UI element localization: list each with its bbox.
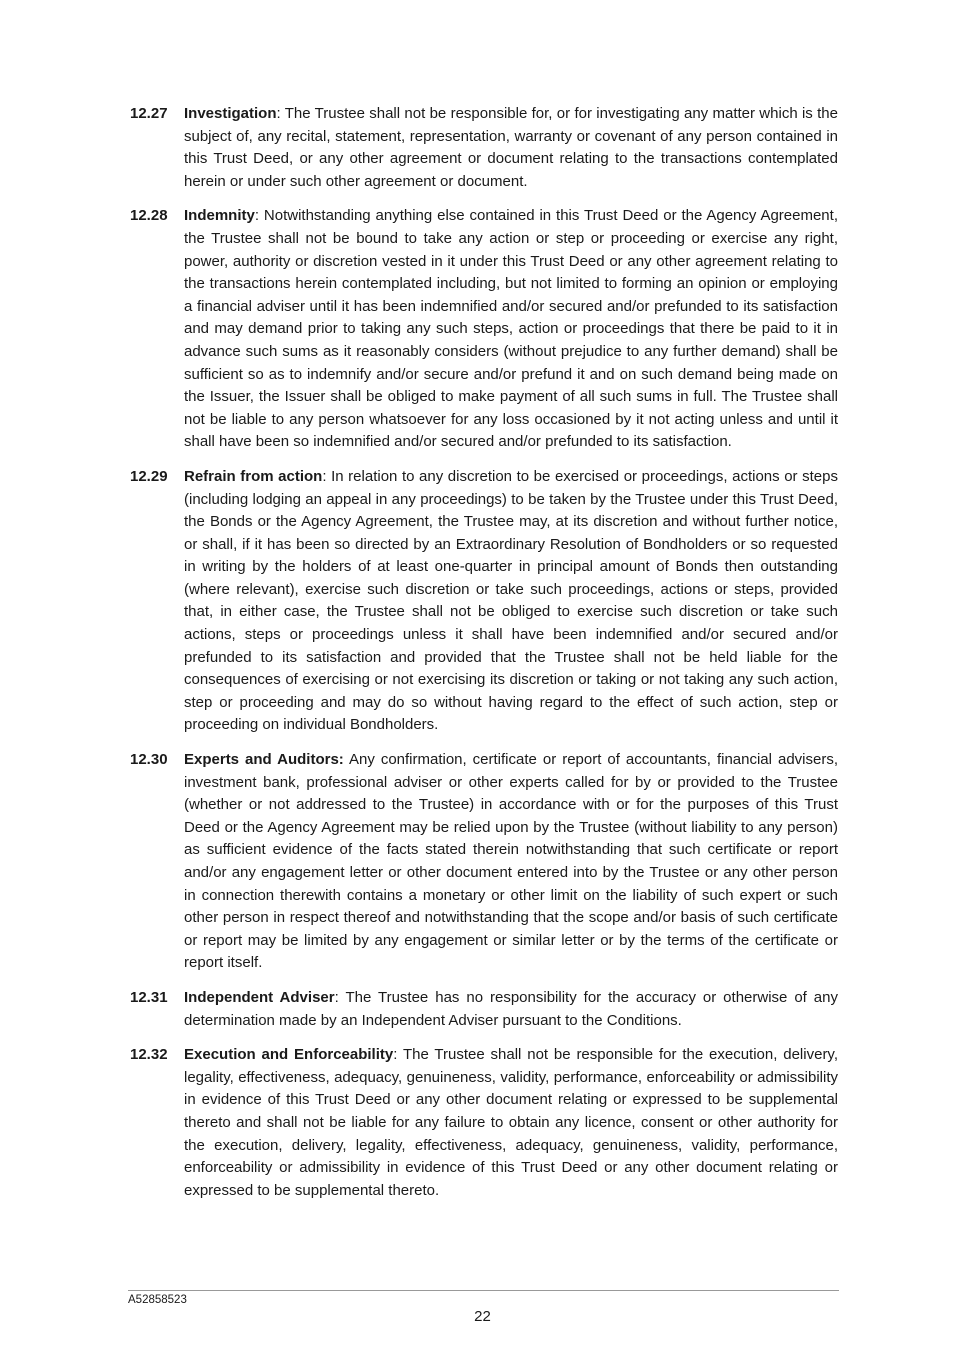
clause-heading: Independent Adviser — [184, 988, 335, 1006]
clause-text — [184, 1044, 838, 1202]
clause-separator: : — [254, 207, 264, 225]
clause-heading: Investigation — [184, 105, 277, 122]
clause-number: 12.32 — [130, 1046, 168, 1064]
document-body — [130, 103, 838, 1214]
document-id: A52858523 — [128, 1294, 187, 1306]
clause-heading: Execution and Enforceability — [184, 1046, 394, 1064]
clause-content: The Trustee shall not be responsible for the execution, delivery, legality, effectiveness, adequacy, genuineness, validity, performance, enforceability or admissibility in evidence of this Trust Deed or any other document relating or expressed to be supplemental thereto and shall not be liable for any failure to obtain any licence, consent or other authority for the execution, delivery, legality, effectiveness, adequacy, genuineness, validity, performance, enforceability or admissibility in evidence of this Trust Deed or any other document relating or expressed to be supplemental thereto. — [184, 1046, 838, 1199]
clause-separator: : — [322, 467, 332, 485]
clause-content: Notwithstanding anything else contained in this Trust Deed or the Agency Agreement, the Trustee shall not be bound to take any action or step or proceeding or exercise any right, power, authority or discretion vested in it under this Trust Deed or any other agreement relating to the transactions herein contemplated including, but not limited to forming an opinion or employing a financial adviser until it has been indemnified and/or secured and/or prefunded to its satisfaction and may demand prior to taking any such steps, action or proceedings that there be paid to it in advance such sums as it reasonably considers (without prejudice to any further demand) shall be sufficient so as to indemnify and/or secure and/or prefund it and on such demand being made on the Issuer, the Issuer shall be obliged to make payment of all such sums in full. The Trustee shall not be liable to any person whatsoever for any loss occasioned by it not acting unless and until it shall have been so indemnified and/or secured and/or prefunded to its satisfaction. — [184, 207, 838, 451]
clause-number: 12.30 — [130, 751, 168, 769]
clause-12-30 — [130, 749, 838, 975]
clause-heading: Indemnity — [184, 207, 255, 225]
clause-12-27 — [130, 103, 838, 193]
clause-text — [184, 205, 838, 454]
clause-text — [184, 749, 838, 975]
clause-number: 12.31 — [130, 988, 168, 1006]
clause-12-32 — [130, 1044, 838, 1202]
page-number: 22 — [474, 1308, 491, 1325]
clause-number: 12.28 — [130, 207, 168, 225]
clause-content: The Trustee shall not be responsible for, or for investigating any matter which is the subject of, any recital, statement, representation, warranty or covenant of any person contained in this Trust Deed, or any other agreement or document relating to the transactions contemplated herein or under such other agreement or document. — [184, 105, 838, 190]
clause-separator: : — [393, 1046, 403, 1064]
clause-12-28 — [130, 205, 838, 454]
clause-heading: Experts and Auditors: — [184, 751, 344, 769]
clause-12-31 — [130, 987, 838, 1032]
clause-heading: Refrain from action — [184, 467, 323, 485]
clause-content: The Trustee has no responsibility for the accuracy or otherwise of any determination made by an Independent Adviser pursuant to the Conditions. — [184, 988, 838, 1029]
clause-text — [184, 103, 838, 193]
clause-content: Any confirmation, certificate or report of accountants, financial advisers, investment bank, professional adviser or other experts called for by or provided to the Trustee (whether or not addressed to the Trustee) in accordance with or for the purposes of this Trust Deed or the Agency Agreement may be relied upon by the Trustee (without liability to any person) as sufficient evidence of the facts stated therein notwithstanding that such certificate or report and/or any engagement letter or other document entered into by the Trustee or any other person in connection therewith contains a monetary or other limit on the liability of such expert or such other person in respect thereof and notwithstanding that the scope and/or basis of such certificate or report may be limited by any engagement or similar letter or by the terms of the certificate or report itself. — [184, 751, 838, 972]
clause-text — [184, 466, 838, 737]
clause-number: 12.29 — [130, 467, 168, 485]
clause-12-29 — [130, 466, 838, 737]
footer-divider — [128, 1290, 839, 1291]
clause-separator: : — [276, 105, 285, 122]
clause-content: In relation to any discretion to be exercised or proceedings, actions or steps (including lodging an appeal in any proceedings) to be taken by the Trustee under this Trust Deed, the Bonds or the Agency Agreement, the Trustee may, at its discretion and without further notice, or shall, if it has been so directed by an Extraordinary Resolution of Bondholders or so requested in writing by the holders of at least one-quarter in principal amount of Bonds then outstanding (where relevant), exercise such discretion or take such proceedings, actions or steps, provided that, in either case, the Trustee shall not be obliged to exercise such discretion or take such actions, steps or proceedings unless it shall have been indemnified and/or secured and/or prefunded to its satisfaction and provided that the Trustee shall not be held liable for the consequences of exercising or not exercising its discretion or taking or not taking any such action, step or proceeding and may do so without having regard to the effect of such action, step or proceeding on individual Bondholders. — [184, 467, 838, 734]
clause-text — [184, 987, 838, 1032]
clause-number: 12.27 — [130, 105, 168, 122]
clause-separator: : — [334, 988, 346, 1006]
